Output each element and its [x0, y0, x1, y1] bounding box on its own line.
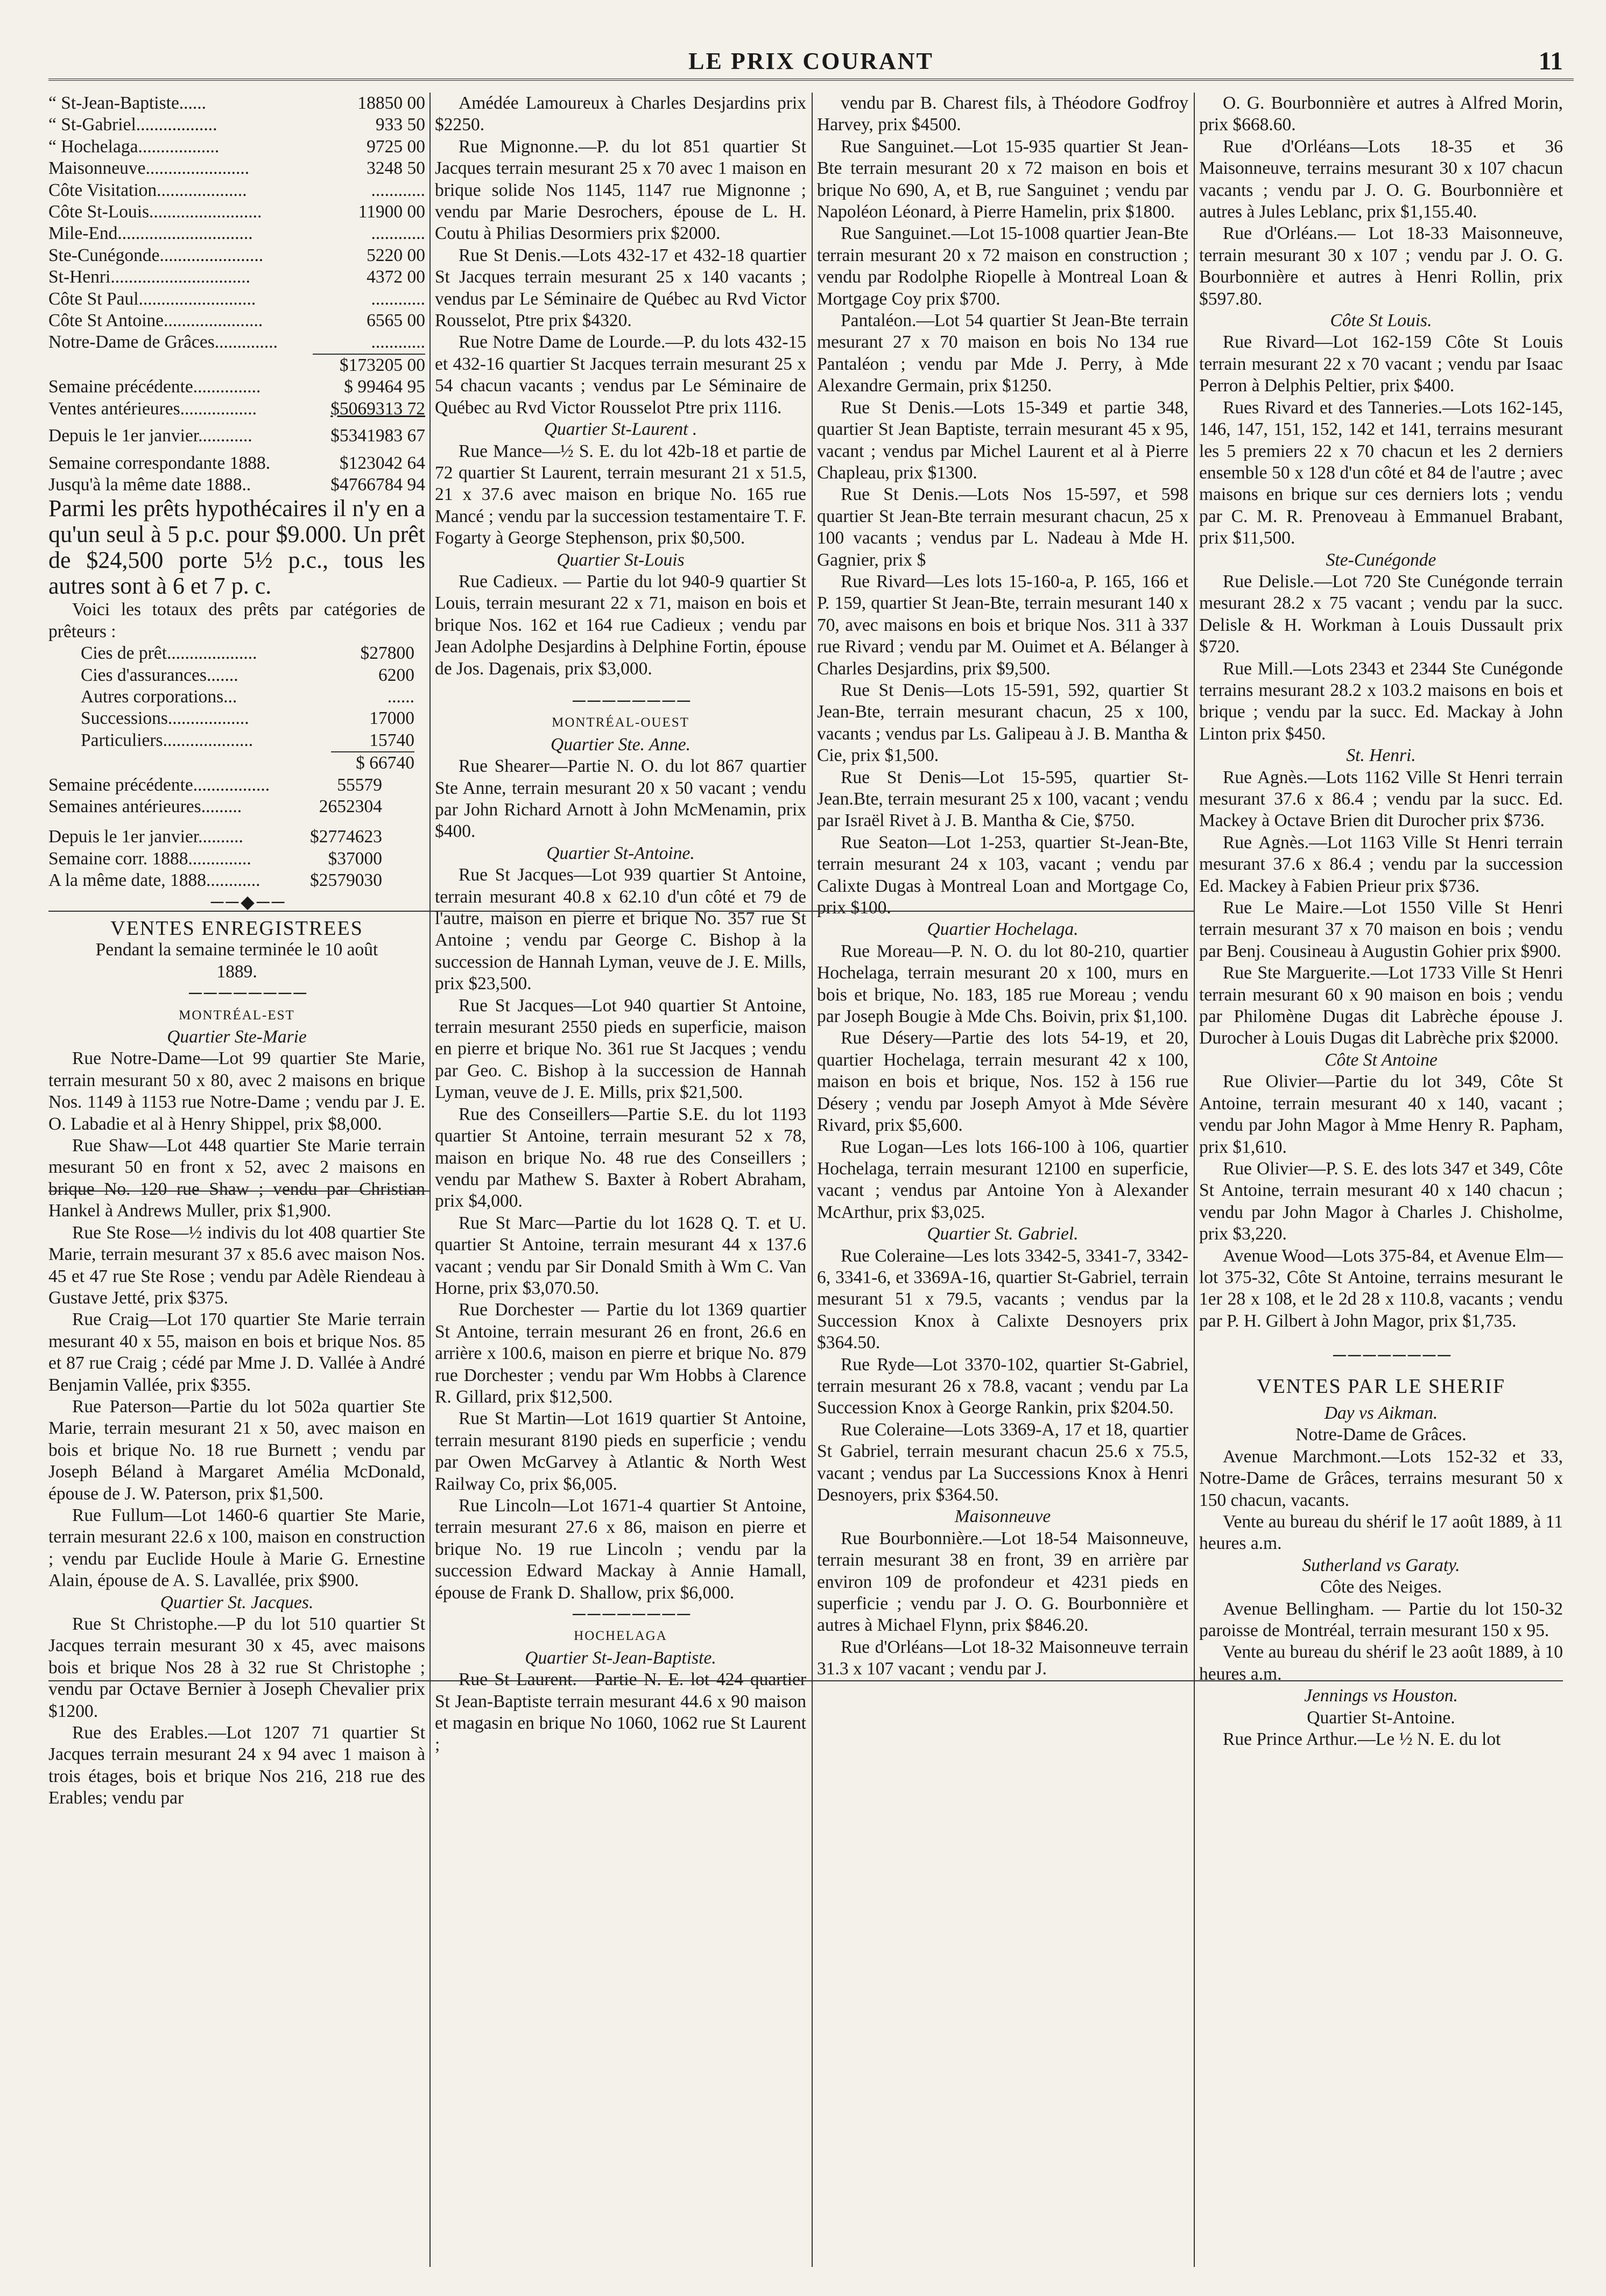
quarter-row: [48, 223, 425, 244]
lender-name: Particuliers....................: [81, 730, 253, 751]
l-prev-label: Semaine précédente.................: [48, 774, 270, 795]
divider: ────────: [573, 1604, 692, 1625]
sale-entry: Rue Shaw—Lot 448 quartier Ste Marie terrain mesurant 50 en front x 52, avec 2 maisons en brique No. 120 rue Shaw ; vendu par Christian Hankel à Andrews Muller, prix $1,900.: [48, 1136, 425, 1221]
lenders-table: [81, 643, 414, 774]
sale-entry: Rue Olivier—P. S. E. des lots 347 et 349, Côte St Antoine, terrain mesurant 40 x 140 chacun ; vendu par John Magor à Charles J. Chisholme, prix $3,220.: [1199, 1158, 1563, 1244]
col1-entries-a: [48, 1048, 425, 1591]
col1-entries-b: [48, 1614, 425, 1809]
sale-entry: Rue d'Orléans.— Lot 18-33 Maisonneuve, terrain mesurant 30 x 107 ; vendu par J. O. G. Bourbonnière et autres à Henri Rollin, prix $597.80.: [1199, 223, 1563, 309]
quarter-value: ............: [371, 180, 425, 200]
col2-entries-e: [435, 864, 806, 1604]
col3-entries-d: [817, 1528, 1188, 1680]
sale-entry: Rue St Martin—Lot 1619 quartier St Antoine, terrain mesurant 8190 pieds en superficie ; vendu par Owen McGarvey à Atlantic & North West Railway Co, prix $6,005.: [435, 1408, 806, 1494]
sale-entry: Rue St Denis—Lot 15-595, quartier St-Jean.Bte, terrain mesurant 25 x 100, vacant ; vendu par Israël Rivet à J. B. Mantha & Cie, $750.: [817, 767, 1188, 831]
case-1-sale: Vente au bureau du shérif le 17 août 1889, à 11 heures a.m.: [1199, 1512, 1563, 1554]
sale-entry: Rue des Erables.—Lot 1207 71 quartier St Jacques terrain mesurant 24 x 94 avec 1 maison à trois étages, bois et brique Nos 216, 218 rue des Erables; vendu par: [48, 1723, 425, 1808]
divider: ────────: [1333, 1346, 1453, 1366]
sale-entry: Rues Rivard et des Tanneries.—Lots 162-145, 146, 147, 151, 152, 142 et 141, terrains mesurant les 5 premiers 22 x 70 chacun et les 2 derniers ensemble 50 x 128 d'un côté et 84 de l'autre ; avec maisons en brique sur ces derniers lots ; vendu par C. M. R. Prenoveau à Emmanuel Brabant, prix $11,500.: [1199, 397, 1563, 548]
quarter-value: ............: [371, 288, 425, 309]
quarter-st-louis: Quartier St-Louis: [557, 550, 685, 570]
week-prev-value: $ 99464 95: [344, 377, 425, 397]
quarter-row: [48, 136, 425, 158]
quarter-row: [48, 114, 425, 136]
sale-entry: Rue Mill.—Lots 2343 et 2344 Ste Cunégonde terrains mesurant 28.2 x 103.2 maisons en bois et brique ; vendu par la succ. Ed. Mackay à John Linton prix $450.: [1199, 658, 1563, 744]
sale-entry: Rue St Denis.—Lots 15-349 et partie 348, quartier St Jean Baptiste, terrain mesurant 45 x 95, vacant ; vendus par Michel Laurent et al à Pierre Chapleau, prix $1300.: [817, 397, 1188, 483]
page-header: [48, 43, 1574, 81]
sale-entry: Rue Agnès.—Lots 1162 Ville St Henri terrain mesurant 37.6 x 86.4 ; vendu par la succ. Ed. Mackey à Octave Brien dit Durocher prix $736.: [1199, 767, 1563, 831]
lender-value: 6200: [378, 665, 414, 685]
sale-entry: Rue Dorchester — Partie du lot 1369 quartier St Antoine, terrain mesurant 26 en front, 26.6 en arrière x 100.6, maison en pierre et brique No. 879 rue Dorchester ; vendu par Wm Hobbs à Clarence R. Gillard, prix $12,500.: [435, 1300, 806, 1407]
quarter-row: [48, 201, 425, 223]
lenders-total: $ 66740: [331, 752, 414, 774]
sale-entry: Rue Coleraine—Les lots 3342-5, 3341-7, 3342-6, 3341-6, et 3369A-16, quartier St-Gabriel, terrain mesurant 51 x 79.5, vacants ; vendus par la Succession Knox à Calixte Desnoyers prix $364.50.: [817, 1245, 1188, 1353]
horizontal-rule-1: [48, 911, 1194, 912]
sale-entry: vendu par B. Charest fils, à Théodore Godfroy Harvey, prix $4500.: [817, 93, 1188, 135]
lenders-intro: Voici les totaux des prêts par catégories de prêteurs :: [48, 600, 425, 642]
since-label: Depuis le 1er janvier............: [48, 426, 252, 446]
sale-entry: Rue Ste Rose—½ indivis du lot 408 quartier Ste Marie, terrain mesurant 37 x 85.6 avec maison Nos. 45 et 47 rue Ste Rose ; vendu par Adèle Riendeau à Gustave Jetté, prix $375.: [48, 1222, 425, 1308]
column-2: [435, 93, 806, 2267]
sale-entry: Rue Olivier—Partie du lot 349, Côte St Antoine, terrain mesurant 40 x 140, vacant ; vendu par John Magor à Mme Henry R. Papham, prix $1,610.: [1199, 1072, 1563, 1157]
col4-entries-c: [1199, 571, 1563, 745]
since-value: $5341983 67: [330, 426, 425, 446]
col2-entries-c: [435, 571, 806, 680]
quarter-row: [48, 310, 425, 332]
quarter-value: 9725 00: [367, 136, 425, 157]
quarter-row: [48, 93, 425, 114]
sale-entry: Rue Bourbonnière.—Lot 18-54 Maisonneuve, terrain mesurant 38 en front, 39 en arrière par environ 109 de profondeur et 4231 pieds en superficie ; vendu par J. O. G. Bourbonnière et autres à Michael Flynn, prix $846.20.: [817, 1528, 1188, 1636]
sale-entry: Rue Sanguinet.—Lot 15-935 quartier St Jean-Bte terrain mesurant 20 x 72 maison en bois et brique No 690, A, et B, rue Sanguinet ; vendu par Napoléon Léonard, à Pierre Hamelin, prix $1800.: [817, 136, 1188, 222]
newspaper-title: LE PRIX COURANT: [688, 48, 934, 74]
sale-entry: Rue Notre Dame de Lourde.—P. du lots 432-15 et 432-16 quartier St Jacques terrain mesurant 25 x 54 chacun vacants ; vendus par Le Séminaire de Québec au Rvd Victor Rousselot Ptre prix 1116.: [435, 332, 806, 418]
page-columns: [48, 93, 1563, 2267]
lender-name: Successions..................: [81, 708, 249, 729]
column-4: [1199, 93, 1563, 2267]
sale-entry: Rue St Christophe.—P du lot 510 quartier St Jacques terrain mesurant 30 x 45, avec maisons bois et brique Nos 28 à 32 rue St Christophe ; vendu par Octave Bernier à Joseph Chevalier prix $1200.: [48, 1614, 425, 1721]
quarter-ste-anne: Quartier Ste. Anne.: [551, 734, 691, 755]
lender-row: [81, 665, 414, 686]
sale-entry: Rue St Jacques—Lot 939 quartier St Antoine, terrain mesurant 40.8 x 62.10 d'un côté et 79 de l'autre, maison en pierre et brique No. 357 rue St Antoine ; vendu par George C. Bishop à la succession de Hannah Lyman, veuve de J. E. Mills, prix $23,500.: [435, 865, 806, 994]
col2-entries-a: [435, 93, 806, 419]
sale-entry: Rue Ste Marguerite.—Lot 1733 Ville St Henri terrain mesurant 60 x 90 maison en bois ; vendu par Philomène Dugas dit Labrèche épouse J. Durocher à Louis Dugas dit Labrèche prix $2000.: [1199, 963, 1563, 1048]
sale-entry: Pantaléon.—Lot 54 quartier St Jean-Bte terrain mesurant 27 x 70 maison en bois No 134 rue Pantaléon ; vendu par Mde J. Perry, à Mde Alexandre Germain, prix $1250.: [817, 311, 1188, 396]
quarter-value: ............: [371, 223, 425, 244]
quarter-name: Côte St Paul..........................: [48, 288, 256, 309]
week-prev-label: Semaine précédente...............: [48, 377, 261, 397]
lender-name: Cies de prêt....................: [81, 643, 257, 664]
col4-entries-e: [1199, 1071, 1563, 1332]
sale-entry: Rue St Denis.—Lots 432-17 et 432-18 quartier St Jacques terrain mesurant 25 x 140 vacants ; vendus par Le Séminaire de Québec au Rvd Victor Rousselot, Ptre prix $4320.: [435, 245, 806, 331]
lender-row: [81, 686, 414, 708]
quarter-value: 3248 50: [367, 158, 425, 179]
sale-entry: Rue Paterson—Partie du lot 502a quartier Ste Marie, terrain mesurant 21 x 50, avec maison en bois et brique No. 18 rue Burnett ; vendu par Joseph Béland à Margaret Amélia McDonald, épouse de J. W. Paterson, prix $1,500.: [48, 1396, 425, 1504]
case-2-place: Côte des Neiges.: [1320, 1577, 1442, 1597]
sale-entry: Rue Mance—½ S. E. du lot 42b-18 et partie de 72 quartier St Laurent, terrain mesurant 21 x 51.5, 21 x 37.6 avec maison en brique No. 165 rue Mancé ; vendu par la succession testamentaire T. F. Fogarty à George Stephenson, prix $0,500.: [435, 441, 806, 548]
column-rule-2: [812, 93, 813, 2267]
l-same-value: $2579030: [310, 870, 382, 891]
same-label: Jusqu'à la même date 1888..: [48, 474, 251, 495]
quarter-value: 5220 00: [367, 245, 425, 265]
divider: ────────: [189, 983, 308, 1004]
quarter-name: Mile-End..............................: [48, 223, 253, 244]
case-3-title: Jennings vs Houston.: [1304, 1686, 1458, 1706]
quarter-name: “ St-Jean-Baptiste......: [48, 93, 207, 113]
quarter-name: “ St-Gabriel..................: [48, 115, 217, 135]
l-prev-value: 55579: [337, 774, 382, 795]
quarter-name: St-Henri...............................: [48, 267, 250, 287]
quarter-hochelaga: Quartier Hochelaga.: [927, 919, 1079, 940]
section-montreal-ouest: MONTRÉAL-OUEST: [552, 715, 689, 730]
case-2-text: Avenue Bellingham. — Partie du lot 150-32 paroisse de Montréal, terrain mesurant 150 x 95.: [1199, 1598, 1563, 1641]
divider: ────────: [573, 691, 692, 711]
sale-entry: Rue Craig—Lot 170 quartier Ste Marie terrain mesurant 40 x 55, maison en bois et brique Nos. 85 et 87 rue Craig ; cédé par Mme J. D. Vallée à André Benjamin Vallée, prix $355.: [48, 1309, 425, 1395]
sale-entry: Rue Le Maire.—Lot 1550 Ville St Henri terrain mesurant 37 x 70 maison en bois ; vendu par Benj. Cousineau à Augustin Gohier prix $900.: [1199, 898, 1563, 961]
same-value: $4766784 94: [330, 474, 425, 495]
ornament-divider: ──◆──: [210, 892, 287, 912]
header-rule: [48, 79, 1574, 84]
col4-entries-a: [1199, 93, 1563, 310]
case-2-sale: Vente au bureau du shérif le 23 août 1889, à 10 heures a.m.: [1199, 1642, 1563, 1684]
column-1: [48, 93, 425, 2267]
quarter-value: 6565 00: [367, 311, 425, 331]
lender-row: [81, 708, 414, 729]
sale-entry: Rue Fullum—Lot 1460-6 quartier Ste Marie, terrain mesurant 22.6 x 100, maison en construction ; vendu par Euclide Houle à Marie G. Ernestine Alain, épouse de A. S. Lavallée, prix $900.: [48, 1505, 425, 1591]
section-maisonneuve: Maisonneuve: [954, 1506, 1051, 1527]
sales-subtitle: Pendant la semaine terminée le 10 août 1889.: [95, 940, 378, 982]
loan-totals-table: [48, 774, 382, 892]
sale-entry: Rue Cadieux. — Partie du lot 940-9 quartier St Louis, terrain mesurant 22 x 71, maison en bois et brique Nos. 162 et 164 rue Cadieux ; vendu par Jean Adolphe Desjardins à Delphine Fortin, épouse de Jos. Dagenais, prix $3,000.: [435, 571, 806, 679]
col4-entries-b: [1199, 332, 1563, 549]
sale-entry: Rue Désery—Partie des lots 54-19, et 20, quartier Hochelaga, terrain mesurant 42 x 100, maison en bois et brique, Nos. 152 à 156 rue Désery ; vendu par Joseph Amyot à Mde Sévère Rivard, prix $5,600.: [817, 1028, 1188, 1136]
sale-entry: Rue des Conseillers—Partie S.E. du lot 1193 quartier St Antoine, terrain mesurant 52 x 78, maison en brique No. 48 rue des Conseillers ; vendu par Mathew S. Baxter à Robert Abraham, prix $4,000.: [435, 1104, 806, 1212]
quarter-value: ............: [371, 332, 425, 353]
case-2-title: Sutherland vs Garaty.: [1302, 1555, 1460, 1575]
sale-entry: Rue Notre-Dame—Lot 99 quartier Ste Marie, terrain mesurant 50 x 80, avec 2 maisons en brique Nos. 1149 à 1153 rue Notre-Dame ; vendu par J. E. O. Labadie et al à Henry Shippel, prix $8,000.: [48, 1048, 425, 1134]
l-since-value: $2774623: [310, 827, 382, 847]
quarter-row: [48, 245, 425, 266]
col2-entries-d: [435, 756, 806, 843]
sale-entry: Rue Rivard—Lot 162-159 Côte St Louis terrain mesurant 22 x 70 vacant ; vendu par Isaac Perron à Delphis Peltier, prix $400.: [1199, 332, 1563, 396]
col2-entries-b: [435, 441, 806, 550]
quarters-total: $173205 00: [313, 354, 425, 376]
lender-name: Cies d'assurances.......: [81, 665, 238, 685]
section-hochelaga: HOCHELAGA: [574, 1629, 667, 1644]
sale-entry: Rue Seaton—Lot 1-253, quartier St-Jean-Bte, terrain mesurant 24 x 103, vacant ; vendu par Calixte Dugas à Montreal Loan and Mortgage Co, prix $100.: [817, 832, 1188, 918]
quarter-name: Côte St Antoine......................: [48, 311, 263, 331]
column-rule-1: [429, 93, 431, 2267]
case-1-title: Day vs Aikman.: [1324, 1403, 1438, 1423]
quarter-st-laurent: Quartier St-Laurent .: [544, 419, 698, 440]
l-same-label: A la même date, 1888............: [48, 870, 260, 891]
sherif-title: VENTES PAR LE SHERIF: [1257, 1375, 1505, 1398]
l-corr-value: $37000: [328, 848, 382, 869]
quarter-st-jean-baptiste: Quartier St-Jean-Baptiste.: [525, 1647, 716, 1668]
l-ant-label: Semaines antérieures.........: [48, 796, 242, 816]
sale-entry: Rue Lincoln—Lot 1671-4 quartier St Antoine, terrain mesurant 27.6 x 86, maison en pierre et brique No. 19 rue Lincoln ; vendu par la succession Edward Mackay à Annie Hamall, épouse de Frank D. Shallow, prix $6,000.: [435, 1496, 806, 1603]
lender-name: Autres corporations...: [81, 686, 237, 707]
col3-entries-a: [817, 93, 1188, 919]
sale-entry: Avenue Wood—Lots 375-84, et Avenue Elm—lot 375-32, Côte St Antoine, terrains mesurant le 1er 28 x 108, et le 2d 28 x 110.8, vacants ; vendu par P. H. Gilbert à John Magor, prix $1,735.: [1199, 1245, 1563, 1331]
col4-entries-d: [1199, 767, 1563, 1050]
case-1-text: Avenue Marchmont.—Lots 152-32 et 33, Notre-Dame de Grâces, terrains mesurant 50 x 150 chacun, vacants.: [1199, 1446, 1563, 1510]
corr-label: Semaine correspondante 1888.: [48, 453, 271, 473]
horizontal-rule-3: [48, 1680, 1563, 1681]
col3-entries-b: [817, 941, 1188, 1223]
quarter-st-gabriel: Quartier St. Gabriel.: [927, 1224, 1079, 1244]
sale-entry: Rue Ryde—Lot 3370-102, quartier St-Gabriel, terrain mesurant 26 x 78.8, vacant ; vendu par La Succession Knox à George Rankin, prix $204.50.: [817, 1354, 1188, 1418]
sale-entry: Rue St Marc—Partie du lot 1628 Q. T. et U. quartier St Antoine, terrain mesurant 44 x 137.6 vacant ; vendu par Sir Donald Smith à Wm C. Van Horne, prix $3,070.50.: [435, 1213, 806, 1298]
case-3-text: Rue Prince Arthur.—Le ½ N. E. du lot: [1223, 1729, 1501, 1750]
quarter-ste-marie: Quartier Ste-Marie: [167, 1027, 307, 1047]
col2-entries-f: [435, 1669, 806, 1756]
lender-value: ......: [387, 686, 414, 707]
quarter-name: Côte St-Louis.........................: [48, 202, 262, 222]
col3-entries-c: [817, 1245, 1188, 1506]
sales-title: VENTES ENREGISTREES: [110, 917, 363, 940]
sale-entry: Rue Agnès.—Lot 1163 Ville St Henri terrain mesurant 37.6 x 86.4 ; vendu par la succession Ed. Mackey à Fabien Prieur prix $736.: [1199, 832, 1563, 896]
sale-entry: Rue Logan—Les lots 166-100 à 106, quartier Hochelaga, terrain mesurant 12100 en superficie, vacant ; vendus par Antoine Yon à Alexander McArthur, prix $3,025.: [817, 1137, 1188, 1222]
sale-entry: Rue Sanguinet.—Lot 15-1008 quartier Jean-Bte terrain mesurant 20 x 72 maison en construction ; vendu par Rodolphe Riopelle à Montreal Loan & Mortgage Coy prix $700.: [817, 223, 1188, 309]
sale-entry: Rue St Denis.—Lots Nos 15-597, et 598 quartier St Jean-Bte terrain mesurant chacun, 25 x 100 vacants ; vendus par L. Nadeau à Mde H. Gagnier, prix $: [817, 484, 1188, 570]
sale-entry: Rue St Jacques—Lot 940 quartier St Antoine, terrain mesurant 2550 pieds en superficie, maison en pierre et brique No. 361 rue St Jacques ; vendu par Geo. C. Bishop à la succession de Hannah Lyman, veuve de J. E. Mills, prix $21,500.: [435, 995, 806, 1103]
sale-entry: Rue St Denis—Lots 15-591, 592, quartier St Jean-Bte, terrain mesurant chacun, 25 x 100, vacants ; vendus par Ls. Galipeau à J. B. Mantha & Cie, prix $1,500.: [817, 680, 1188, 766]
quarters-table: [48, 93, 425, 354]
quarter-name: Maisonneuve.......................: [48, 158, 250, 179]
column-3: [817, 93, 1188, 2267]
l-ant-value: 2652304: [319, 796, 382, 816]
loans-intro: Parmi les prêts hypothécaires il n'y en a qu'un seul à 5 p.c. pour $9.000. Un prêt de $24,500 porte 5½ p.c., tous les autres sont à 6 et 7 p. c.: [48, 495, 425, 600]
section-st-henri: St. Henri.: [1346, 745, 1416, 766]
quarter-st-jacques: Quartier St. Jacques.: [160, 1592, 314, 1612]
lender-value: $27800: [360, 643, 414, 664]
sale-entry: Rue Mignonne.—P. du lot 851 quartier St Jacques terrain mesurant 25 x 70 avec 1 maison en brique solide Nos 1145, 1147 rue Mignonne ; vendu par Marie Desrochers, épouse de L. H. Coutu à Philias Desormiers prix $2000.: [435, 136, 806, 244]
sale-entry: Rue d'Orléans—Lot 18-32 Maisonneuve terrain 31.3 x 107 vacant ; vendu par J.: [817, 1637, 1188, 1679]
section-cote-st-louis: Côte St Louis.: [1330, 311, 1432, 331]
weekly-totals-table: [48, 354, 425, 496]
quarter-row: [48, 180, 425, 201]
section-cote-st-antoine: Côte St Antoine: [1325, 1050, 1438, 1070]
l-since-label: Depuis le 1er janvier..........: [48, 827, 243, 847]
lender-value: 17000: [369, 708, 414, 729]
quarter-value: 11900 00: [358, 202, 425, 222]
quarter-row: [48, 288, 425, 310]
quarter-row: [48, 266, 425, 288]
l-corr-label: Semaine corr. 1888..............: [48, 848, 251, 869]
lender-row: [81, 730, 414, 752]
lender-value: 15740: [369, 730, 414, 750]
sale-entry: Rue Shearer—Partie N. O. du lot 867 quartier Ste Anne, terrain mesurant 20 x 50 vacant ; vendu par John Richard Arnott à John McMenamin, prix $400.: [435, 756, 806, 842]
column-rule-3: [1194, 93, 1195, 2267]
prev-sales-value: $5069313 72: [330, 398, 425, 419]
section-ste-cunegonde: Ste-Cunégonde: [1326, 550, 1436, 570]
corr-value: $123042 64: [339, 453, 425, 473]
quarter-name: Côte Visitation....................: [48, 180, 247, 200]
page-number: 11: [1538, 47, 1563, 75]
sale-entry: O. G. Bourbonnière et autres à Alfred Morin, prix $668.60.: [1199, 93, 1563, 135]
horizontal-rule-2: [48, 1191, 429, 1192]
sale-entry: Amédée Lamoureux à Charles Desjardins prix $2250.: [435, 93, 806, 135]
case-1-place: Notre-Dame de Grâces.: [1295, 1425, 1467, 1445]
quarter-name: “ Hochelaga..................: [48, 136, 220, 157]
quarter-value: 933 50: [375, 115, 425, 135]
prev-sales-label: Ventes antérieures.................: [48, 398, 257, 419]
section-montreal-est: MONTRÉAL-EST: [179, 1008, 295, 1023]
quarter-row: [48, 158, 425, 179]
sale-entry: Rue d'Orléans—Lots 18-35 et 36 Maisonneuve, terrains mesurant 30 x 107 chacun vacants ; vendu par J. O. G. Bourbonnière et autres à Jules Leblanc, prix $1,155.40.: [1199, 136, 1563, 222]
sale-entry: Rue Rivard—Les lots 15-160-a, P. 165, 166 et P. 159, quartier St Jean-Bte, terrain mesurant 140 x 70, avec maisons en bois et brique Nos. 311 à 337 rue Rivard ; vendu par M. Ouimet et A. Bélanger à Charles Desjardins, prix $9,500.: [817, 571, 1188, 679]
lender-row: [81, 643, 414, 664]
quarter-name: Notre-Dame de Grâces..............: [48, 332, 278, 353]
quarter-value: 4372 00: [367, 267, 425, 287]
case-3-place: Quartier St-Antoine.: [1307, 1707, 1455, 1728]
quarter-row: [48, 332, 425, 353]
quarter-name: Ste-Cunégonde.......................: [48, 245, 264, 265]
sale-entry: Rue St Laurent.—Partie N. E. lot 424 quartier St Jean-Baptiste terrain mesurant 44.6 x 90 maison et magasin en brique No 1060, 1062 rue St Laurent ;: [435, 1670, 806, 1755]
quarter-value: 18850 00: [357, 93, 425, 113]
sale-entry: Rue Coleraine—Lots 3369-A, 17 et 18, quartier St Gabriel, terrain mesurant chacun 25.6 x 75.5, vacant ; vendus par La Successions Knox à Henri Desnoyers, prix $364.50.: [817, 1419, 1188, 1505]
sale-entry: Rue Delisle.—Lot 720 Ste Cunégonde terrain mesurant 28.2 x 75 vacant ; vendu par la succ. Delisle & H. Workman à Louis Dussault prix $720.: [1199, 571, 1563, 657]
quarter-st-antoine: Quartier St-Antoine.: [546, 843, 695, 863]
sale-entry: Rue Moreau—P. N. O. du lot 80-210, quartier Hochelaga, terrain mesurant 20 x 100, murs en bois et brique, No. 183, 185 rue Moreau ; vendu par Joseph Bougie à Mde Chs. Boivin, prix $1,100.: [817, 941, 1188, 1027]
